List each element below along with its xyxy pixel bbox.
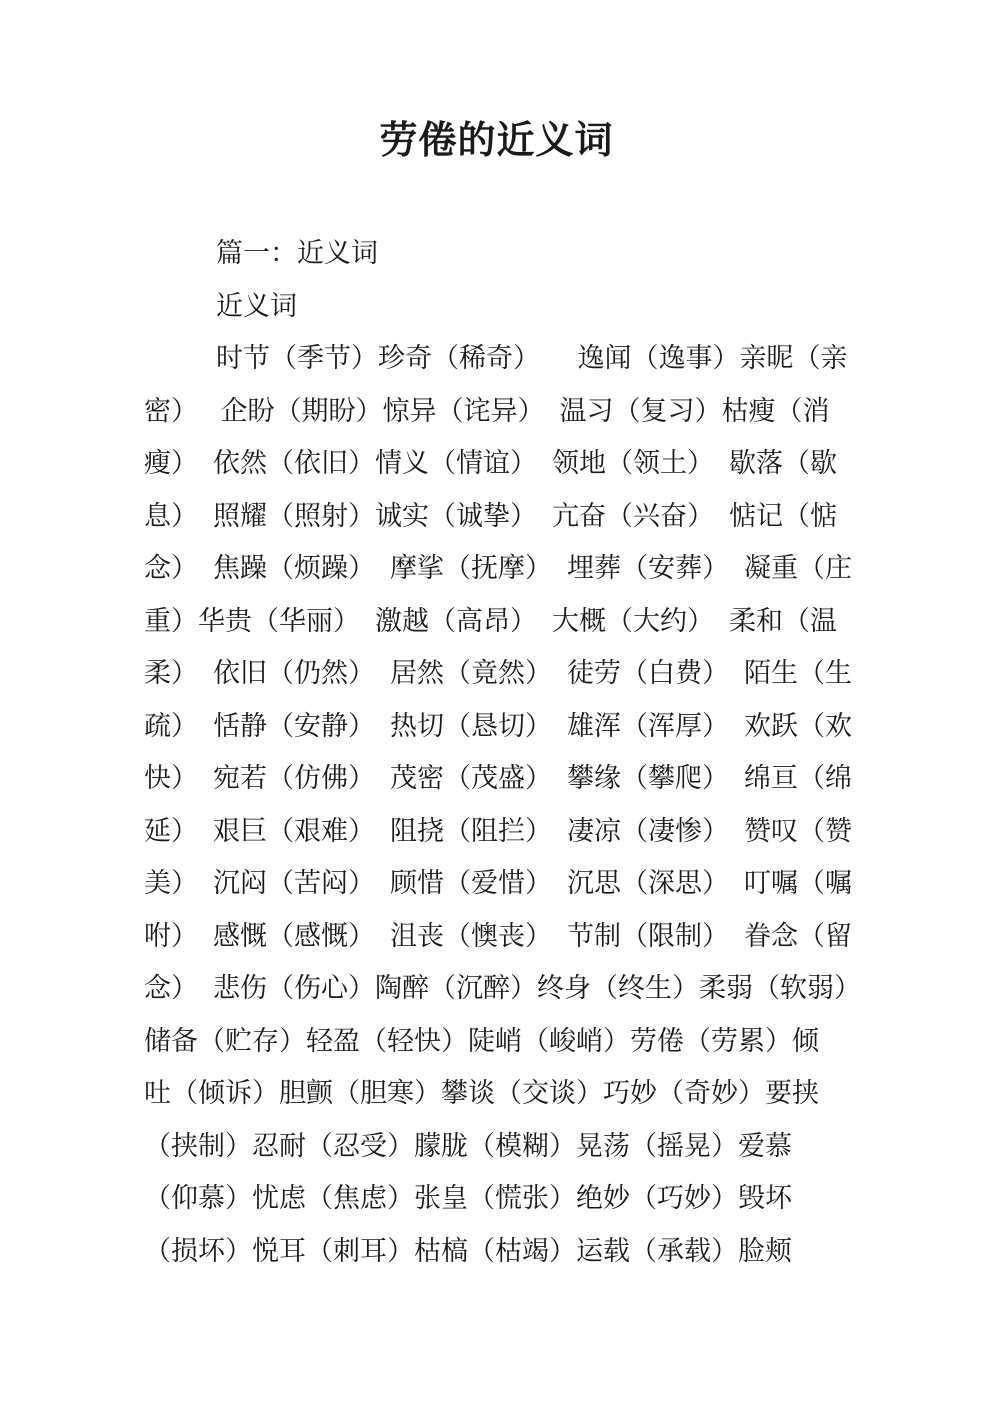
text-line: 密） 企盼（期盼）惊异（诧异） 温习（复习）枯瘦（消 xyxy=(144,395,830,426)
text-line: 美） 沉闷（苦闷） 顾惜（爱惜） 沉思（深思） 叮嘱（嘱 xyxy=(144,868,853,898)
text-line: 咐） 感慨（感慨） 沮丧（懊丧） 节制（限制） 眷念（留 xyxy=(144,920,853,951)
text-line: 重）华贵（华丽） 激越（高昂） 大概（大约） 柔和（温 xyxy=(144,605,838,636)
subheading: 近义词 xyxy=(216,290,297,321)
text-line: 柔） 依旧（仍然） 居然（竟然） 徒劳（白费） 陌生（生 xyxy=(144,658,853,688)
document-body xyxy=(144,227,862,1277)
text-line: 瘦） 依然（依旧）情义（情谊） 领地（领土） 歇落（歇 xyxy=(144,448,838,478)
text-line: 吐（倾诉）胆颤（胆寒）攀谈（交谈）巧妙（奇妙）要挟 xyxy=(144,1078,819,1108)
text-line: （仰慕）忧虑（焦虑）张皇（慌张）绝妙（巧妙）毁坏 xyxy=(144,1183,792,1213)
document-title: 劳倦的近义词 xyxy=(379,120,614,162)
text-line: 疏） 恬静（安静） 热切（恳切） 雄浑（浑厚） 欢跃（欢 xyxy=(144,710,853,741)
section-heading: 篇一：近义词 xyxy=(216,238,378,268)
text-line: 念） 悲伤（伤心）陶醉（沉醉）终身（终生）柔弱（软弱） xyxy=(144,973,862,1003)
text-line: （挟制）忍耐（忍受）朦胧（模糊）晃荡（摇晃）爱慕 xyxy=(144,1130,792,1161)
text-line: 时节（季节）珍奇（稀奇） 逸闻（逸事）亲昵（亲 xyxy=(216,343,848,373)
text-line: 储备（贮存）轻盈（轻快）陡峭（峻峭）劳倦（劳累）倾 xyxy=(144,1025,819,1056)
text-line: （损坏）悦耳（刺耳）枯槁（枯竭）运载（承载）脸颊 xyxy=(144,1235,792,1266)
text-line: 念） 焦躁（烦躁） 摩挲（抚摩） 埋葬（安葬） 凝重（庄 xyxy=(144,553,853,583)
text-line: 快） 宛若（仿佛） 茂密（茂盛） 攀缘（攀爬） 绵亘（绵 xyxy=(144,763,853,793)
text-line: 延） 艰巨（艰难） 阻挠（阻拦） 凄凉（凄惨） 赞叹（赞 xyxy=(144,815,853,846)
text-line: 息） 照耀（照射）诚实（诚挚） 亢奋（兴奋） 惦记（惦 xyxy=(144,500,838,531)
